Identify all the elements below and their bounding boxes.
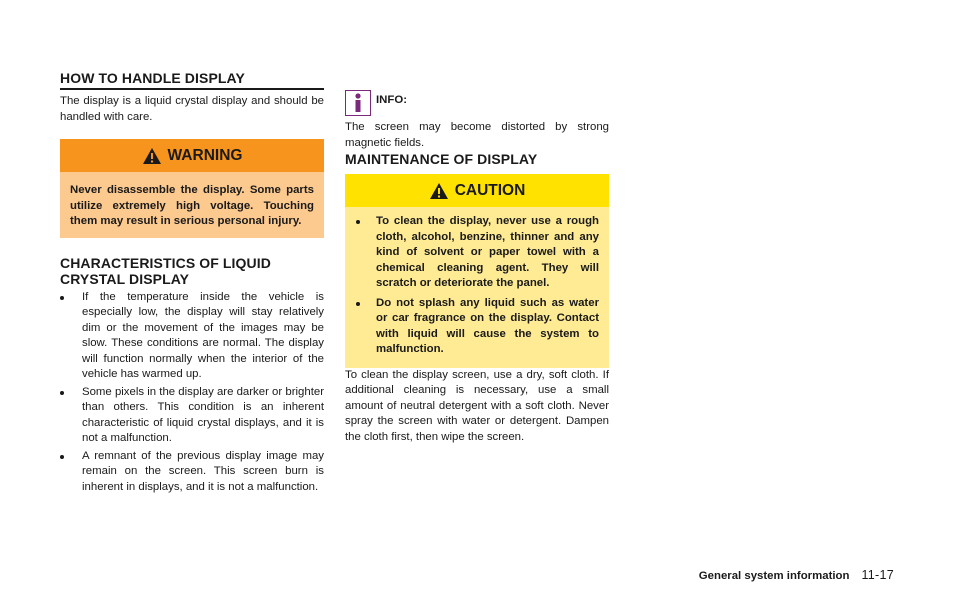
caution-box <box>345 174 609 368</box>
bullet-dot-icon <box>356 220 360 224</box>
list-item-text: To clean the display, never use a rough cloth, alcohol, benzine, thinner and any kind of solvent or paper towel with a chemical cleaning agent. They will scratch or deteriorate the panel. <box>376 215 599 289</box>
list-item <box>355 214 599 292</box>
handle-display-text: The display is a liquid crystal display and should be handled with care. <box>60 95 324 123</box>
list-item <box>60 385 324 447</box>
characteristics-heading-line1: CHARACTERISTICS OF LIQUID <box>60 254 271 271</box>
list-item-text: Do not splash any liquid such as water or car fragrance on the display. Contact with liquid will cause the system to malfunction. <box>376 296 599 355</box>
list-item <box>355 296 599 358</box>
caution-label: CAUTION <box>454 181 526 199</box>
list-item-text: Some pixels in the display are darker or brighter than others. This condition is an inherent characteristic of liquid crystal displays, and it is not a malfunction. <box>82 385 324 444</box>
info-text: The screen may become distorted by strong magnetic fields. <box>345 121 609 149</box>
page-footer <box>699 568 894 582</box>
handle-display-heading: HOW TO HANDLE DISPLAY <box>60 70 245 86</box>
warning-text: Never disassemble the display. Some parts utilize extremely high voltage. Touching them may result in serious personal injury. <box>70 184 314 227</box>
info-label: INFO: <box>376 94 408 106</box>
page-number: 11-17 <box>861 568 894 582</box>
bullet-dot-icon <box>60 455 64 459</box>
bullet-dot-icon <box>60 391 64 395</box>
list-item <box>60 449 324 496</box>
right-column <box>345 90 609 445</box>
warning-triangle-icon <box>429 182 449 200</box>
handle-display-heading-rule <box>60 70 324 90</box>
cleaning-text: To clean the display screen, use a dry, soft cloth. If additional cleaning is necessary, use a small amount of neutral detergent with a soft cloth. Never spray the screen with water or detergent. Dampen the cloth first, then wipe the screen. <box>345 368 609 443</box>
list-item <box>60 290 324 383</box>
caution-header <box>345 174 609 207</box>
bullet-dot-icon <box>356 302 360 306</box>
info-icon <box>345 90 371 116</box>
caution-body <box>345 207 609 368</box>
left-column <box>60 70 324 497</box>
warning-triangle-icon <box>142 147 162 165</box>
footer-section-title: General system information <box>698 570 850 582</box>
info-row <box>345 90 609 116</box>
list-item-text: A remnant of the previous display image may remain on the screen. This screen burn is inherent in displays, and it is not a malfunction. <box>82 449 324 493</box>
characteristics-list <box>60 290 324 496</box>
characteristics-heading <box>60 255 324 287</box>
warning-header <box>60 139 324 172</box>
list-item-text: If the temperature inside the vehicle is especially low, the display will stay relatively dim or the movement of the images may be slow. These conditions are normal. The display will function normally when the interior of the vehicle has warmed up. <box>82 290 324 380</box>
info-i-glyph-icon <box>351 93 365 113</box>
characteristics-heading-line2: CRYSTAL DISPLAY <box>60 270 190 287</box>
warning-box <box>60 139 324 238</box>
maintenance-heading: MAINTENANCE OF DISPLAY <box>345 151 538 167</box>
warning-label: WARNING <box>167 146 243 164</box>
bullet-dot-icon <box>60 296 64 300</box>
caution-list <box>355 214 599 358</box>
